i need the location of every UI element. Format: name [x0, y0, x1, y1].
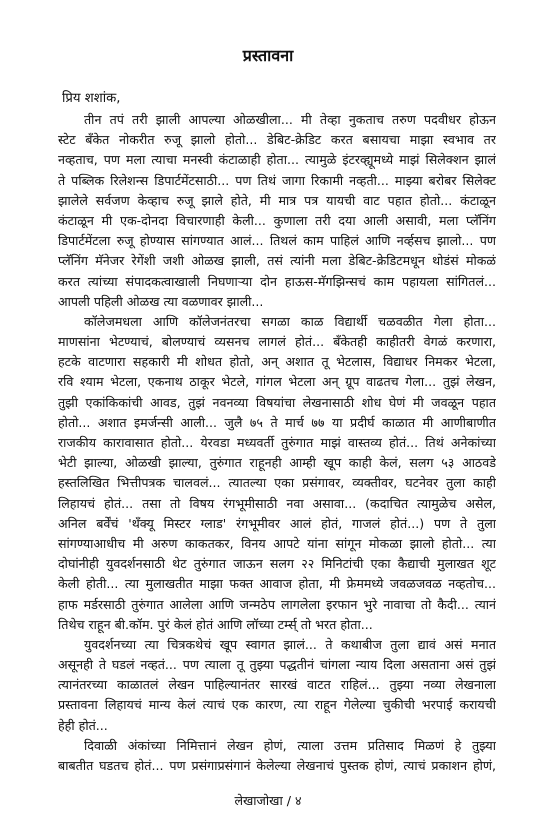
text-line: कंटाळून मी एक-दोनदा विचारणाही केली... कुणाला तरी दया आली असावी, मला प्लॅनिंग — [58, 212, 496, 228]
text-line: करत त्यांच्या संपादकत्वाखाली निघणाऱ्या दोन हाऊस-मॅगझिन्सचं काम पहायला सांगितलं... — [58, 273, 496, 289]
page-title: प्रस्तावना — [242, 46, 294, 65]
text-line: प्रस्तावना लिहायचं मान्य केलं त्याचं एक कारण, त्या राहून गेलेल्या चुकीची भरपाई करायची — [58, 697, 496, 713]
paragraph — [58, 312, 496, 635]
text-line: कॉलेजमधला आणि कॉलेजनंतरचा सगळा काळ विद्यार्थी चळवळीत गेला होता... — [84, 313, 496, 329]
text-line: प्लॅनिंग मॅनेजर रेगेंशी जशी ओळख झाली, तसं त्यांनी मला डेबिट-क्रेडिटमधून थोडंसं मोकळं — [58, 253, 496, 269]
text-line: त्यानंतरच्या काळातलं लेखन पाहिल्यानंतर सारखं वाटत राहिलं... तुझ्या नव्या लेखनाला — [58, 677, 496, 693]
text-line: केली होती... त्या मुलाखतीत माझा फक्त आवाज होता, मी फ्रेममध्ये जवळजवळ नव्हतोच... — [58, 576, 496, 592]
text-line: स्टेट बँकेत नोकरीत रुजू झालो होतो... डेबिट-क्रेडिट करत बसायचा माझा स्वभाव तर — [58, 132, 496, 148]
body-text — [58, 110, 496, 776]
text-line: हटके वाटणारा सहकारी मी शोधत होतो, अन् अशात तू भेटलास, विद्याधर निमकर भेटला, — [58, 354, 496, 370]
paragraph — [58, 736, 496, 776]
page-footer: लेखाजोखा / ४ — [234, 793, 302, 808]
text-line: तीन तपं तरी झाली आपल्या ओळखीला... मी तेव्हा नुकताच तरुण पदवीधर होऊन — [84, 112, 496, 127]
text-line: ते पब्लिक रिलेशन्स डिपार्टमेंटसाठी... पण तिथं जागा रिकामी नव्हती... माझ्या बरोबर सिलेक्ट — [58, 172, 496, 188]
text-line: हस्तलिखित भित्तीपत्रक चालवलं... त्यातल्या एका प्रसंगावर, व्यक्तीवर, घटनेवर तुला काही — [58, 475, 496, 491]
text-line: लिहायचं होतं... तसा तो विषय रंगभूमीसाठी नवा असावा... (कदाचित त्यामुळेच असेल, — [58, 495, 496, 511]
text-line: होतो... अशात इमर्जन्सी आली... जुलै ७५ ते मार्च ७७ या प्रदीर्घ काळात मी आणीबाणीत — [58, 414, 496, 430]
text-line: अनिल बर्वेंचं 'थँक्यू मिस्टर ग्लाड' रंगभूमीवर आलं होतं, गाजलं होतं...) पण ते तुला — [58, 515, 496, 531]
salutation: प्रिय शशांक, — [62, 91, 121, 106]
text-line: झालेले सर्वजण केव्हाच रुजू झाले होते, मी मात्र पत्र यायची वाट पहात होतो... कंटाळून — [58, 192, 496, 208]
text-line: राजकीय कारावासात होतो... येरवडा मध्यवर्ती तुरुंगात माझं वास्तव्य होतं... तिथं अनेकांच्या — [58, 435, 496, 450]
paragraph — [58, 110, 496, 312]
text-line: युवदर्शनच्या त्या चित्रकथेचं खूप स्वागत झालं... ते कथाबीज तुला द्यावं असं मनात — [84, 636, 496, 652]
text-line: तुझी एकांकिकांची आवड, तुझं नवनव्या विषयांचा लेखनासाठी शोध घेणं मी जवळून पहात — [58, 394, 496, 410]
text-line: बाबतीत घडतच होतं... पण प्रसंगाप्रसंगानं केलेल्या लेखनाचं पुस्तक होणं, त्याचं प्रकाशन होणं, — [58, 758, 496, 773]
text-line: माणसांना भेटण्याचं, बोलण्याचं व्यसनच लागलं होतं... बँकेतही काहीतरी वेगळं करणारा, — [58, 334, 496, 350]
text-line: दिवाळी अंकांच्या निमित्तानं लेखन होणं, त्याला उत्तम प्रतिसाद मिळणं हे तुझ्या — [84, 737, 496, 753]
text-line: रवि श्याम भेटला, एकनाथ ठाकूर भेटले, गांगल भेटला अन् ग्रूप वाढतच गेला... तुझं लेखन, — [58, 374, 496, 390]
text-line: हाफ मर्डरसाठी तुरुंगात आलेला आणि जन्मठेप लागलेला इरफान भुरे नावाचा तो कैदी... त्यानं — [58, 596, 496, 612]
text-line: नव्हताच, पण मला त्याचा मनस्वी कंटाळाही होता... त्यामुळे इंटरव्ह्यूमध्ये माझं सिलेक्शन झालं — [58, 152, 496, 168]
text-line: सांगण्याआधीच मी अरुण काकतकर, विनय आपटे यांना सांगून मोकळा झालो होतो... त्या — [58, 535, 496, 551]
text-line: डिपार्टमेंटला रुजू होण्यास सांगण्यात आलं... तिथलं काम पाहिलं आणि नर्व्हसच झालो... पण — [58, 233, 496, 249]
text-line: भेटी झाल्या, ओळखी झाल्या, तुरुंगात राहूनही आम्ही खूप काही केलं, सलग ५३ आठवडे — [58, 455, 496, 471]
text-line: तिथेच राहून बी.कॉम. पुरं केलं होतं आणि लॉच्या टर्म्स् तो भरत होता... — [58, 616, 373, 632]
text-line: असूनही ते घडलं नव्हतं... पण त्याला तू तुझ्या पद्धतीनं चांगला न्याय दिला असताना असं तुझं — [58, 657, 496, 673]
paragraph — [58, 635, 496, 736]
text-line: आपली पहिली ओळख त्या वळणावर झाली... — [58, 293, 264, 309]
text-line: दोघांनीही युवदर्शनसाठी थेट तुरुंगात जाऊन सलग २२ मिनिटांची एका कैद्याची मुलाखत शूट — [58, 556, 496, 572]
text-line: हेही होतं... — [58, 717, 108, 733]
